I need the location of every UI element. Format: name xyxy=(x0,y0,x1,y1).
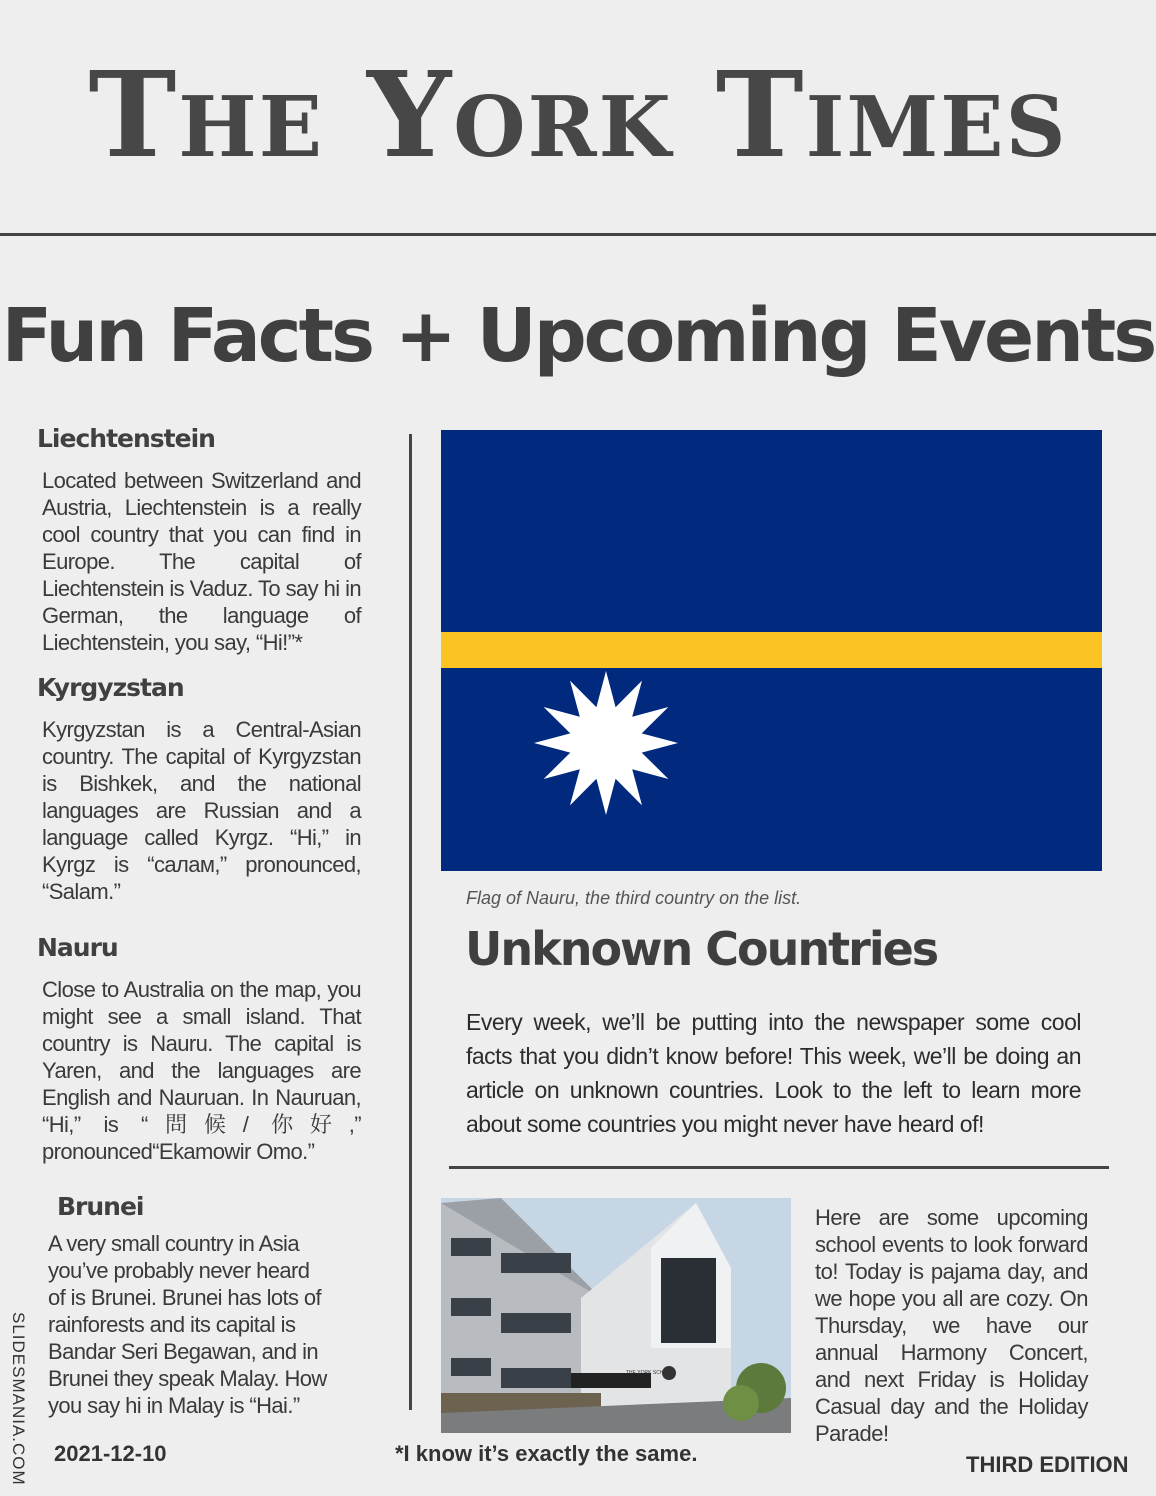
country-body-liechtenstein: Located between Switzerland and Austria, Liechtenstein is a really cool country that you can find in Europe. The capital of Liechtenstein is Vaduz. To say hi in German, the language of Liechtenstein, you say, “Hi!”* xyxy=(42,468,361,655)
issue-date: 2021-12-10 xyxy=(54,1441,167,1466)
country-body-brunei: A very small country in Asia you’ve probably never heard of is Brunei. Brunei has lots of rainforests and its capital is Bandar Seri Begawan, and in Brunei they speak Malay. How you say hi in Malay is “Hai.” xyxy=(48,1231,327,1418)
country-title-liechtenstein: Liechtenstein xyxy=(37,424,215,453)
masthead-divider xyxy=(0,233,1156,236)
country-title-brunei: Brunei xyxy=(57,1192,144,1221)
footnote: *I know it’s exactly the same. xyxy=(395,1441,698,1466)
article-body: Every week, we’ll be putting into the newspaper some cool facts that you didn’t know before! This week, we’ll be doing an article on unknown countries. Look to the left to learn more about some countries you might never have heard of! xyxy=(466,1009,1081,1137)
nauru-flag-image xyxy=(441,430,1102,871)
side-credit: SLIDESMANIA.COM xyxy=(9,1312,28,1486)
masthead-title: The York Times xyxy=(88,45,1068,184)
school-building-illustration xyxy=(441,1198,791,1433)
article-title: Unknown Countries xyxy=(465,922,938,976)
page-headline: Fun Facts + Upcoming Events xyxy=(1,293,1155,379)
country-body-nauru: Close to Australia on the map, you might see a small island. That country is Nauru. The capital is Yaren, and the languages are English and Nauruan. In Nauruan, “Hi,” is “問候/ 你好,” pronounced“Ekamowir Omo.” xyxy=(42,977,361,1164)
country-title-nauru: Nauru xyxy=(37,933,118,962)
flag-caption: Flag of Nauru, the third country on the list. xyxy=(466,888,802,908)
flag-yellow-stripe xyxy=(441,632,1102,668)
upcoming-events-text: Here are some upcoming school events to look forward to! Today is pajama day, and we hope you all are cozy. On Thursday, we have our annual Harmony Concert, and next Friday is Holiday Casual day and the Holiday Parade! xyxy=(815,1205,1088,1446)
country-body-kyrgyzstan: Kyrgyzstan is a Central-Asian country. The capital of Kyrgyzstan is Bishkek, and the national languages are Russian and a language called Kyrgz. “Hi,” in Kyrgz is “салам,” pronounced, “Salam.” xyxy=(42,717,361,904)
section-divider xyxy=(449,1166,1109,1169)
edition-label: THIRD EDITION xyxy=(966,1452,1129,1477)
country-title-kyrgyzstan: Kyrgyzstan xyxy=(37,673,184,702)
flag-star-icon xyxy=(533,670,679,816)
school-building-photo xyxy=(441,1198,791,1433)
school-sign-text: THE YORK SCHOOL xyxy=(626,1370,674,1376)
column-divider xyxy=(409,434,412,1410)
